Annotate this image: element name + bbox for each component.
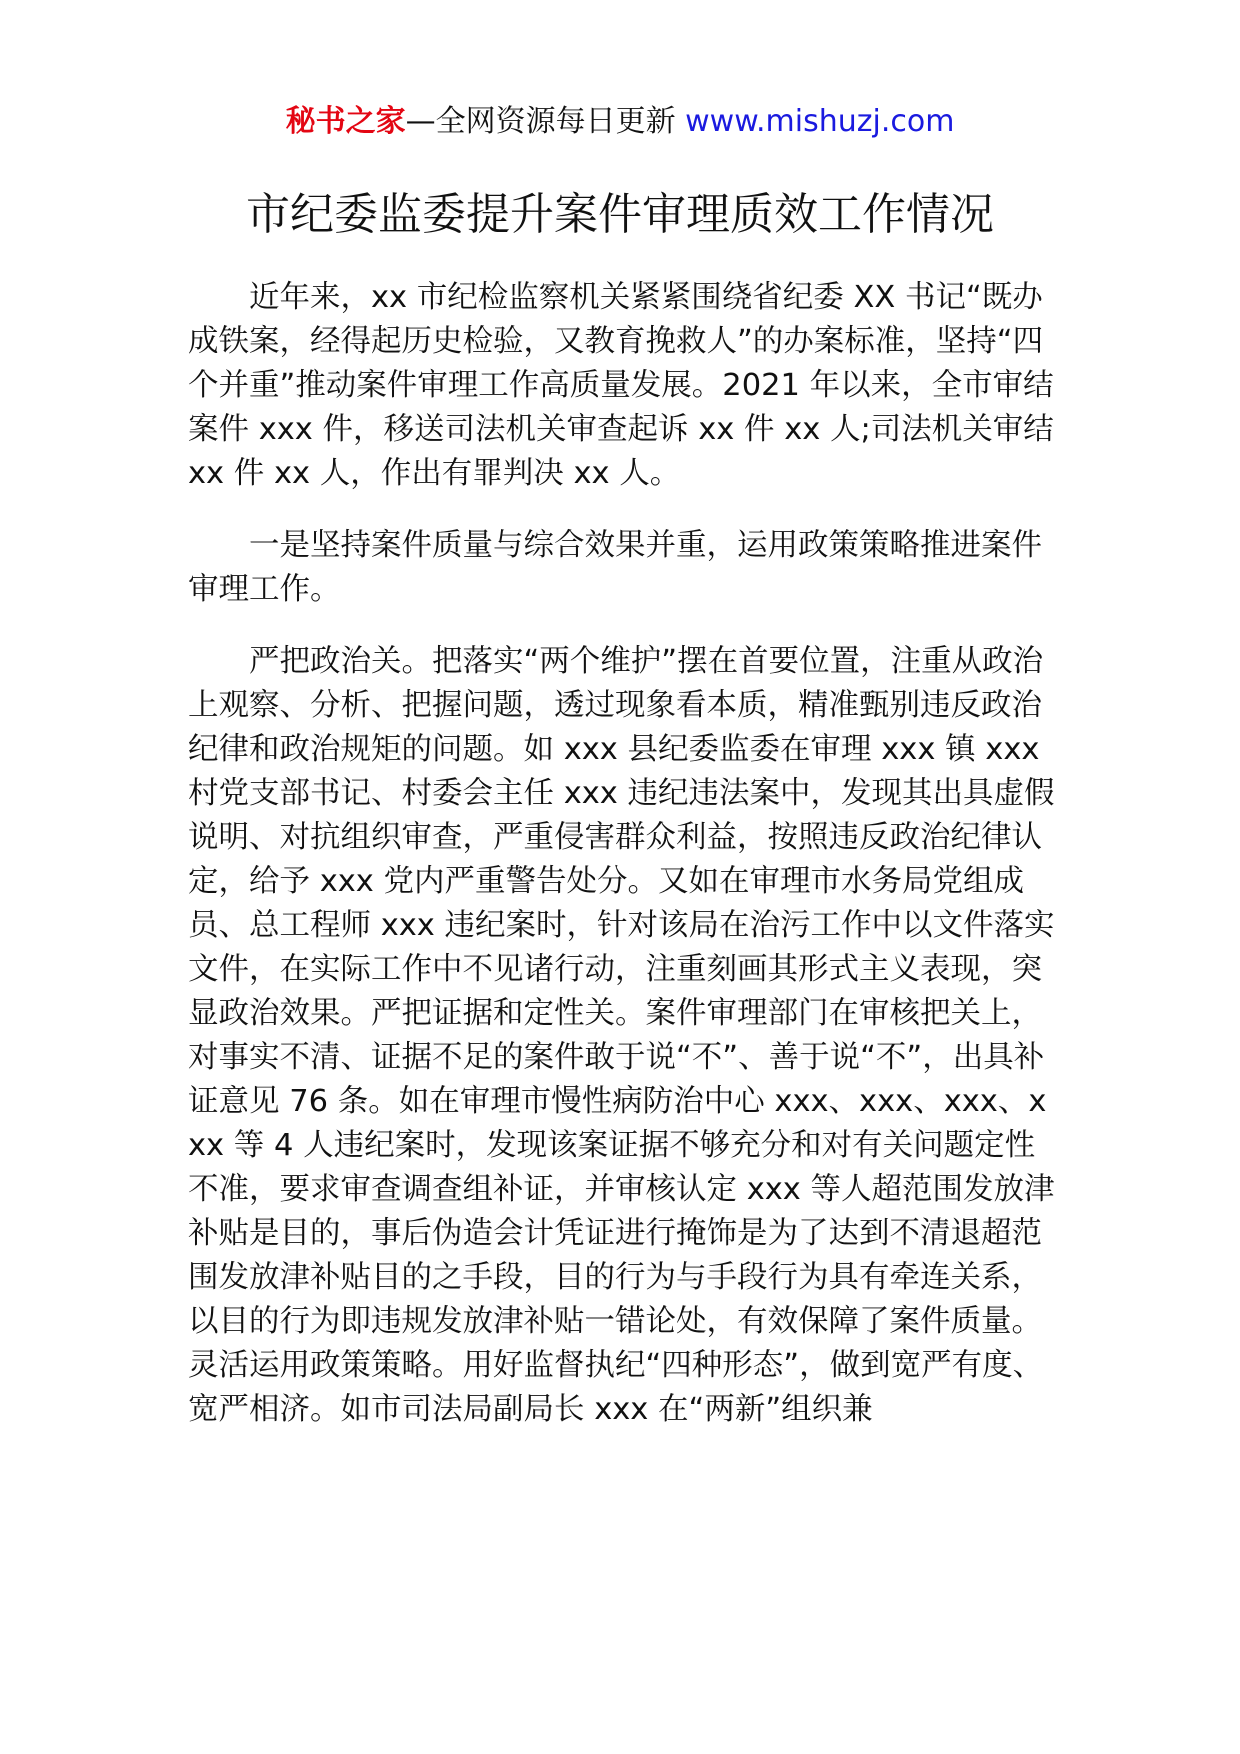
document-title: 市纪委监委提升案件审理质效工作情况 [246, 189, 994, 240]
brand-name: 秘书之家 [285, 104, 406, 139]
paragraph-intro: 近年来，xx 市纪检监察机关紧紧围绕省纪委 XX 书记“既办成铁案，经得起历史检验，又教育挽救人”的办案标准，坚持“四个并重”推动案件审理工作高质量发展。2021 年以来，全市审结案件 xxx 件，移送司法机关审查起诉 xx 件 xx 人;司法机关审结 xx 件 xx 人，作出有罪判决 xx 人。 [188, 280, 1054, 491]
paragraph-political-review: 严把政治关。把落实“两个维护”摆在首要位置，注重从政治上观察、分析、把握问题，透过现象看本质，精准甄别违反政治纪律和政治规矩的问题。如 xxx 县纪委监委在审理 xxx 镇 xxx 村党支部书记、村委会主任 xxx 违纪违法案中，发现其出具虚假说明、对抗组织审查，严重侵害群众利益，按照违反政治纪律认定，给予 xxx 党内严重警告处分。又如在审理市水务局党组成员、总工程师 xxx 违纪案时，针对该局在治污工作中以文件落实文件，在实际工作中不见诸行动，注重刻画其形式主义表现，突显政治效果。严把证据和定性关。案件审理部门在审核把关上，对事实不清、证据不足的案件敢于说“不”、善于说“不”，出具补证意见 76 条。如在审理市慢性病防治中心 xxx、xxx、xxx、xxx 等 4 人违纪案时，发现该案证据不够充分和对有关问题定性不准，要求审查调查组补证，并审核认定 xxx 等人超范围发放津补贴是目的，事后伪造会计凭证进行掩饰是为了达到不清退超范围发放津补贴目的之手段，目的行为与手段行为具有牵连关系，以目的行为即违规发放津补贴一错论处，有效保障了案件质量。灵活运用政策策略。用好监督执纪“四种形态”，做到宽严有度、宽严相济。如市司法局副局长 xxx 在“两新”组织兼 [188, 644, 1055, 1427]
paragraph-section-heading: 一是坚持案件质量与综合效果并重，运用政策策略推进案件审理工作。 [188, 528, 1042, 607]
document-body [188, 276, 1064, 1460]
header-slogan: —全网资源每日更新 [405, 104, 686, 139]
website-link[interactable]: www.mishuzj.com [685, 104, 955, 139]
site-header [0, 102, 1240, 142]
